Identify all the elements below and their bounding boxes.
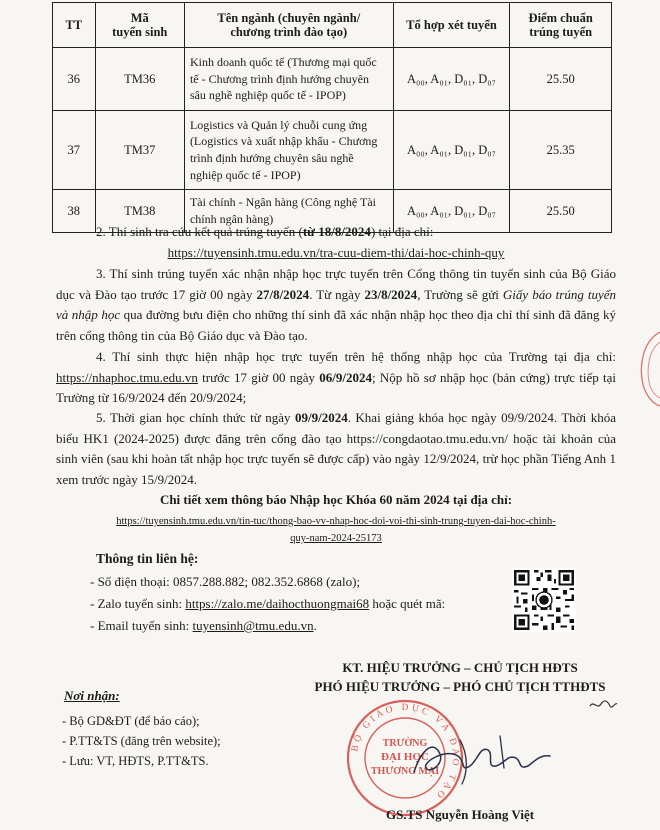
header-combo: Tổ hợp xét tuyển: [393, 3, 510, 48]
header-major: [184, 3, 393, 48]
cell-major: Kinh doanh quốc tế (Thương mại quốc tế - Chương trình định hướng chuyên sâu nghề nghiệp quốc tế - IPOP): [184, 48, 393, 111]
item-5-start-date: 09/9/2024: [294, 410, 348, 425]
item-2-text: [56, 222, 616, 243]
header-major-line2: chương trình đào tạo): [230, 25, 348, 39]
email-link[interactable]: tuyensinh@tmu.edu.vn: [192, 618, 314, 633]
header-major-line1: Tên ngành (chuyên ngành/: [217, 10, 361, 25]
email-prefix: - Email tuyển sinh:: [90, 618, 193, 633]
contact-email: [90, 618, 317, 634]
cell-major: Tài chính - Ngân hàng (Công nghệ Tài chính ngân hàng): [184, 190, 393, 233]
initials-mark-icon: [588, 696, 618, 714]
zalo-link[interactable]: https://zalo.me/daihocthuongmai68: [185, 596, 370, 611]
item-3-deadline: 27/8/2024: [256, 286, 310, 302]
cell-tt: 38: [53, 190, 96, 233]
header-score-line2: trúng tuyển: [529, 25, 593, 39]
header-code-line1: Mã: [130, 10, 149, 25]
item-4-b: trước 17 giờ 00 ngày: [197, 369, 320, 385]
cell-score: 25.35: [510, 111, 612, 190]
item-2-a: 2. Thí sinh tra cứu kết quả trúng tuyển (: [96, 224, 303, 239]
item-5-text: [56, 408, 616, 490]
item-2-c: ) tại địa chỉ:: [370, 224, 434, 239]
header-score-line1: Điểm chuẩn: [528, 10, 593, 25]
item-3-e: , Trường sẽ gửi: [417, 286, 503, 302]
signer-name: GS.TS Nguyễn Hoàng Việt: [385, 807, 535, 822]
handwritten-signature-icon: [400, 728, 560, 788]
cell-combo: A₀₀, A₀₁, D₀₁, D₀₇: [393, 111, 510, 190]
detail-link-line1[interactable]: [56, 513, 616, 530]
item-2-link-line: [56, 243, 616, 264]
zalo-suffix: hoặc quét mã:: [369, 596, 446, 611]
cell-score: 25.50: [510, 190, 612, 233]
enrollment-link[interactable]: https://nhaphoc.tmu.edu.vn: [56, 369, 198, 385]
cell-combo: A₀₀, A₀₁, D₀₁, D₀₇: [393, 48, 510, 111]
detail-title: Chi tiết xem thông báo Nhập học Khóa 60 năm 2024 tại địa chỉ:: [159, 492, 513, 507]
detail-link-line2[interactable]: [56, 530, 616, 547]
contact-zalo: [90, 596, 445, 612]
seal-text-mid: ĐẠI HỌC: [381, 751, 429, 763]
item-3-text: [56, 264, 616, 346]
item-3-g: qua đường bưu điện cho những thí sinh đã xác nhận nhập học theo địa chỉ thí sinh đã đăng ký trên cổng thông tin của Bộ Giáo dục và Đào tạo.: [56, 307, 616, 343]
detail-link-part1[interactable]: https://tuyensinh.tmu.edu.vn/tin-tuc/thong-bao-vv-nhap-hoc-doi-voi-thi-sinh-trung-tuyen-dai-hoc-chinh-: [116, 516, 556, 527]
seal-text-top: TRƯỜNG: [382, 738, 428, 749]
item-5-a: 5. Thời gian học chính thức từ ngày: [96, 410, 295, 425]
item-4-text: [56, 347, 616, 409]
recipient-item: - Lưu: VT, HĐTS, P.TT&TS.: [62, 754, 209, 768]
seal-text-bottom: THƯƠNG MẠI: [370, 766, 440, 777]
edge-seal-fragment-icon: [636, 328, 660, 408]
cell-code: TM38: [95, 190, 184, 233]
recipient-item: - P.TT&TS (đăng trên website);: [62, 734, 221, 748]
item-3-notice-name: Giấy báo trúng tuyển và nhập học: [56, 286, 617, 322]
seal-ring-text: BỘ GIÁO DỤC VÀ ĐÀO TẠO: [350, 702, 461, 802]
item-5-c: . Khai giảng khóa học ngày 09/9/2024. Thời khóa biểu HK1 (2024-2025) được đăng trên cổng đào tạo https://congdaotao.tmu.edu.vn/ hoặc tài khoản của sinh viên (sau khi hoàn tất nhập học trực tuyến sẽ được cấp) vào ngày 12/9/2024, trừ học phần Tiếng Anh 1 xem trước ngày 15/9/2024.: [56, 410, 616, 487]
lookup-results-link[interactable]: https://tuyensinh.tmu.edu.vn/tra-cuu-diem-thi/dai-hoc-chinh-quy: [167, 245, 505, 260]
recipients-title: Nơi nhận:: [64, 688, 120, 703]
table-row: [53, 111, 612, 190]
item-4-d: ; Nộp hồ sơ nhập học (bản cứng) trực tiếp tại Trường từ 16/9/2024 đến 20/9/2024;: [56, 369, 616, 405]
header-tt: TT: [53, 3, 96, 48]
header-score: [510, 3, 612, 48]
item-3-c: . Từ ngày: [309, 286, 365, 302]
table-header-row: [53, 3, 612, 48]
email-suffix: .: [313, 618, 317, 633]
item-2-date: từ 18/8/2024: [302, 224, 371, 239]
cell-combo: A₀₀, A₀₁, D₀₁, D₀₇: [393, 190, 510, 233]
zalo-qr-code[interactable]: [512, 568, 576, 632]
item-4-deadline: 06/9/2024: [319, 369, 373, 385]
zalo-prefix: - Zalo tuyển sinh:: [90, 596, 186, 611]
admission-score-table: [52, 2, 612, 233]
cell-tt: 36: [53, 48, 96, 111]
signer-title-line2: PHÓ HIỆU TRƯỞNG – PHÓ CHỦ TỊCH TTHĐTS: [314, 679, 606, 694]
cell-code: TM36: [95, 48, 184, 111]
table-row: [53, 48, 612, 111]
cell-tt: 37: [53, 111, 96, 190]
item-4-a: 4. Thí sinh thực hiện nhập học trực tuyến trên hệ thống nhập học của Trường tại địa chỉ:: [96, 349, 616, 364]
contact-phone: - Số điện thoại: 0857.288.882; 082.352.6868 (zalo);: [90, 574, 361, 589]
item-3-a: 3. Thí sinh trúng tuyển xác nhận nhập học trực tuyến trên Cổng thông tin tuyển sinh của Bộ Giáo dục và Đào tạo trước 17 giờ 00 ngày: [56, 266, 616, 302]
contact-title: Thông tin liên hệ:: [96, 551, 199, 566]
item-3-from-date: 23/8/2024: [364, 286, 418, 302]
header-code-line2: tuyển sinh: [112, 25, 168, 39]
cell-score: 25.50: [510, 48, 612, 111]
signer-title-line1: KT. HIỆU TRƯỞNG – CHỦ TỊCH HĐTS: [342, 660, 578, 675]
cell-code: TM37: [95, 111, 184, 190]
cell-major: Logistics và Quản lý chuỗi cung ứng (Logistics và xuất nhập khẩu - Chương trình định hướng chuyên sâu nghề nghiệp quốc tế - IPOP): [184, 111, 393, 190]
recipient-item: - Bộ GD&ĐT (để báo cáo);: [62, 714, 200, 728]
header-code: [95, 3, 184, 48]
detail-link-part2[interactable]: quy-nam-2024-25173: [290, 533, 382, 544]
